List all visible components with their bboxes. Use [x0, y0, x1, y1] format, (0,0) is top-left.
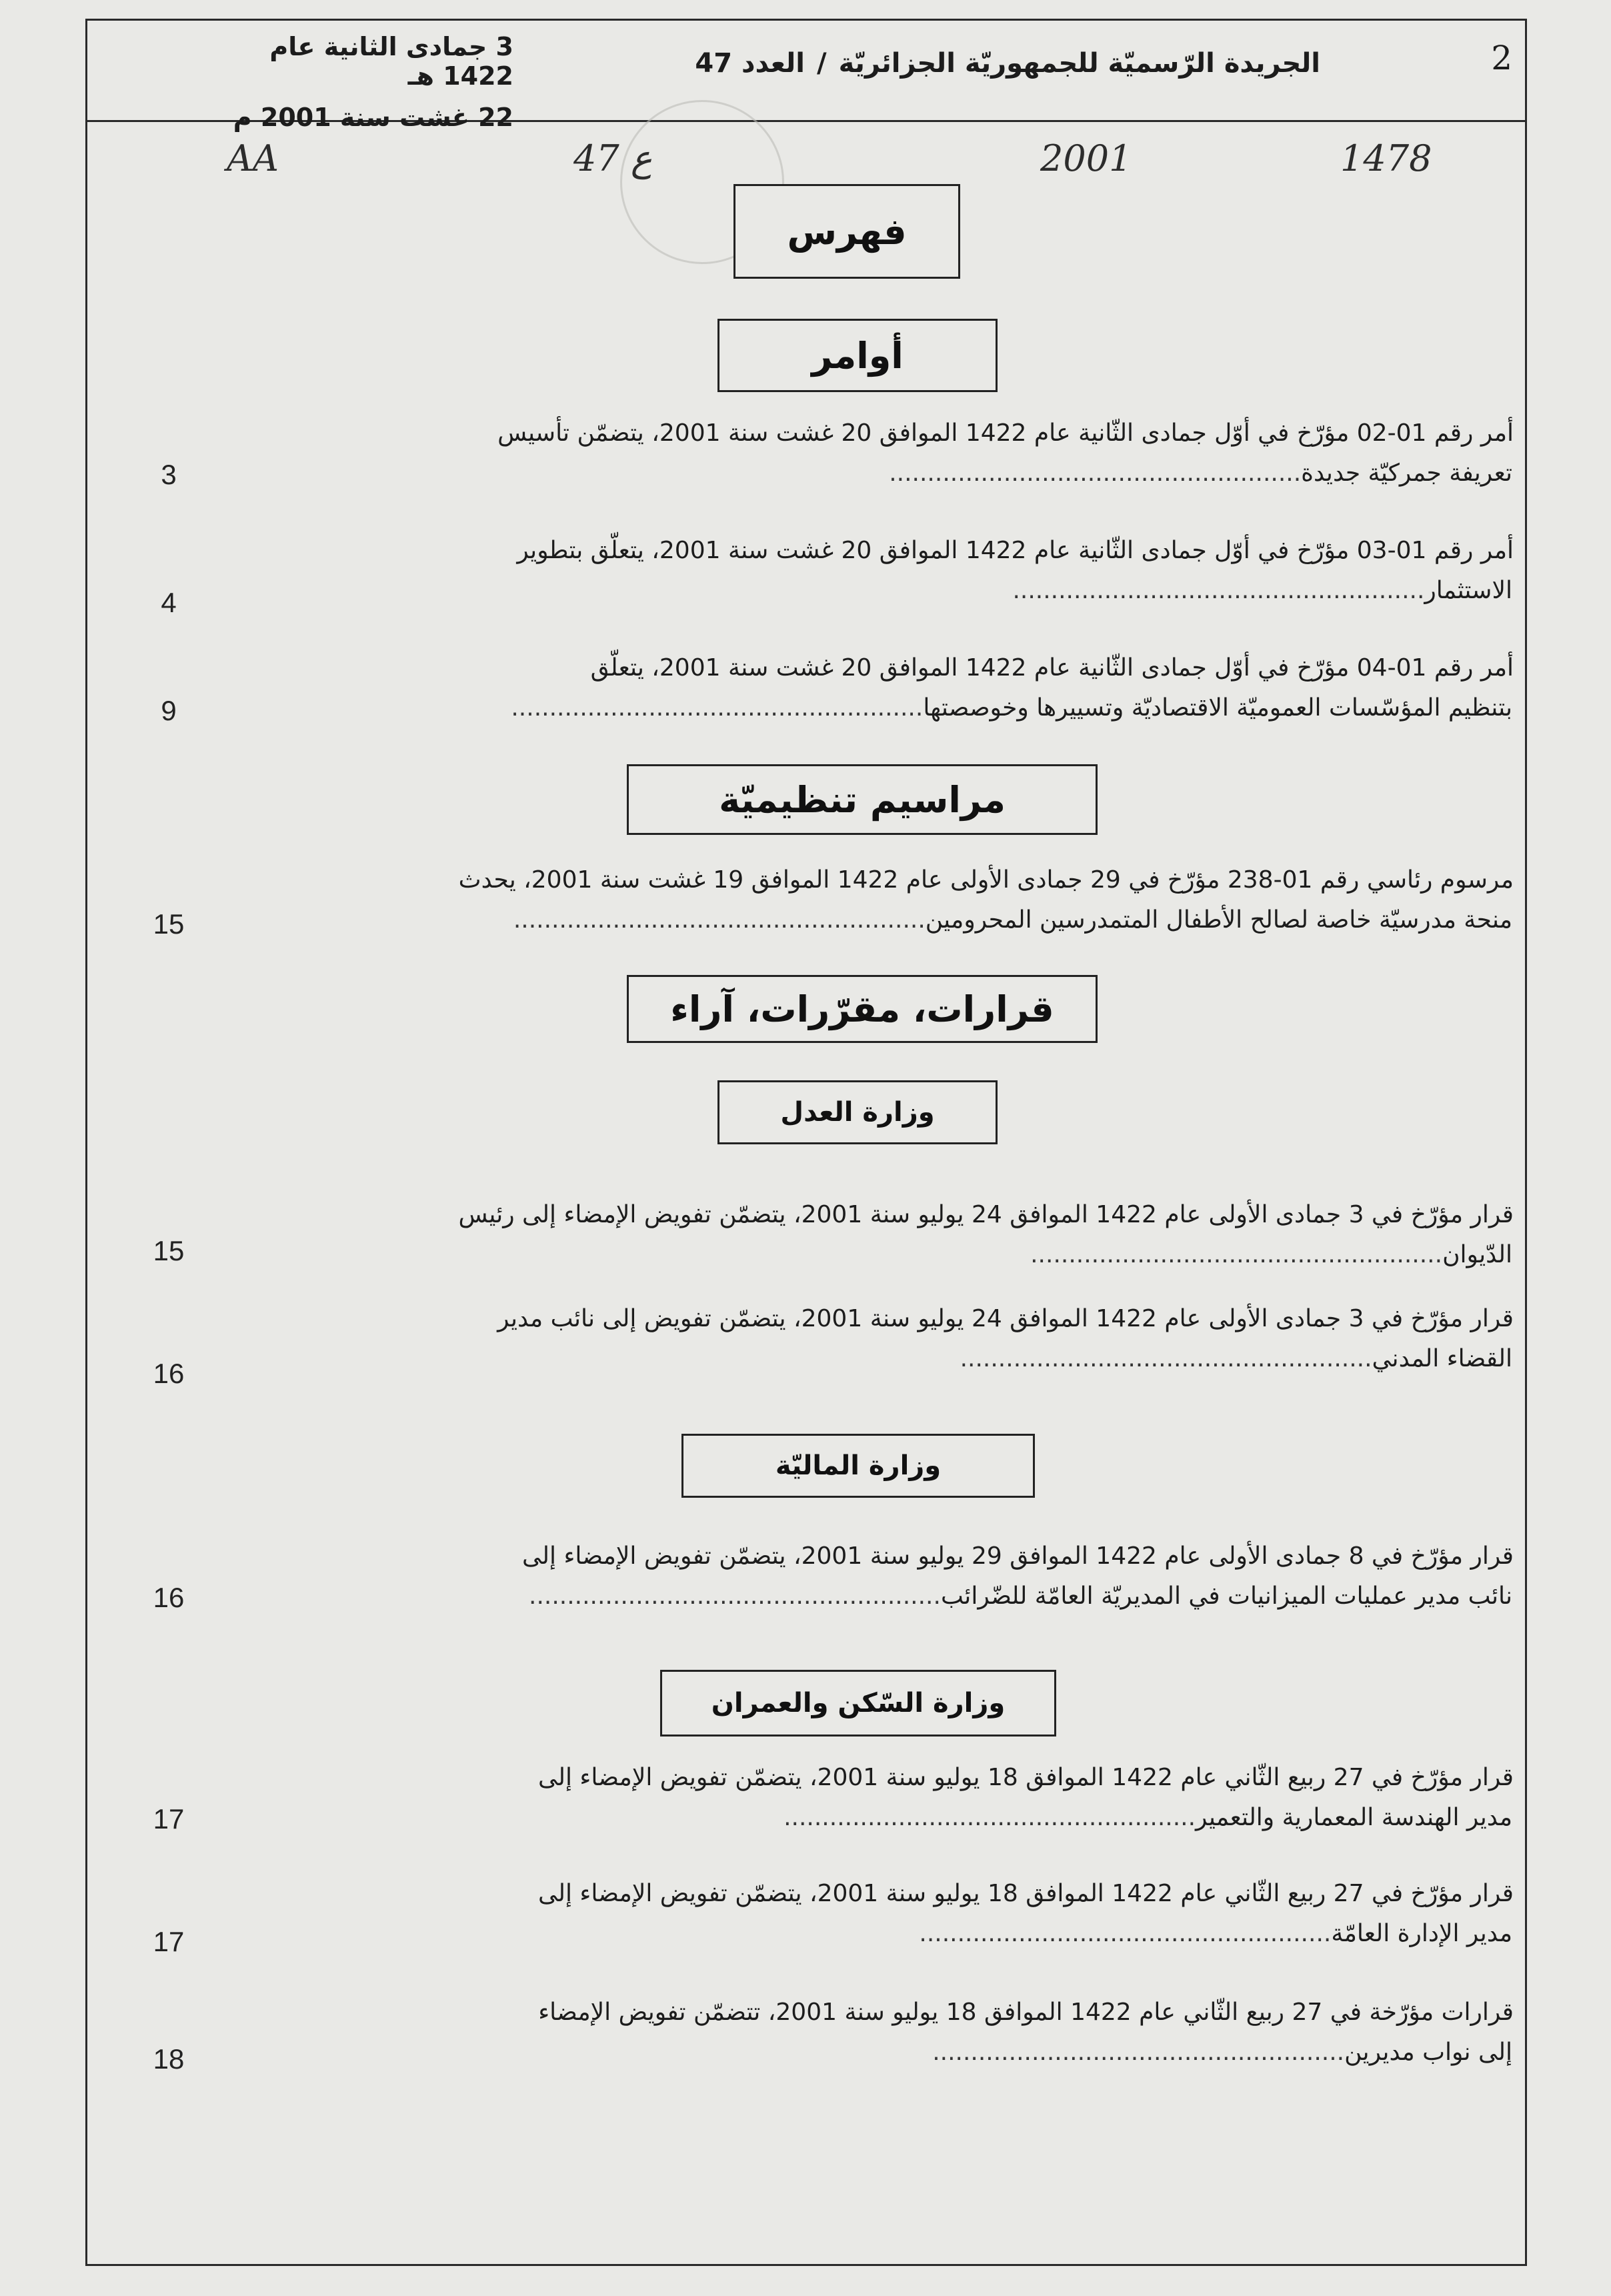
- section-decisions: قرارات، مقرّرات، آراء: [627, 975, 1098, 1043]
- entry-title: مرسوم رئاسي رقم 01-238 مؤرّخ في 29 جمادى الأولى عام 1422 الموافق 19 غشت سنة 2001، يحدث: [458, 866, 1514, 894]
- toc-entry[interactable]: [207, 1758, 1514, 1838]
- toc-entry[interactable]: [207, 413, 1514, 493]
- entry-subtitle: مدير الإدارة العامّة: [1331, 1920, 1512, 1947]
- ministry-finance: وزارة الماليّة: [681, 1434, 1035, 1498]
- section-decrees: مراسيم تنظيميّة: [627, 764, 1098, 835]
- entry-title: قرار مؤرّخ في 3 جمادى الأولى عام 1422 الموافق 24 يوليو سنة 2001، يتضمّن تفويض إلى نائب مدير: [497, 1305, 1514, 1332]
- entry-subtitle: القضاء المدني: [1372, 1345, 1512, 1372]
- entry-subtitle: إلى نواب مديرين: [1344, 2039, 1512, 2066]
- toc-entry[interactable]: [207, 1299, 1514, 1379]
- entry-title: قرار مؤرّخ في 8 جمادى الأولى عام 1422 الموافق 29 يوليو سنة 2001، يتضمّن تفويض الإمضاء إلى: [522, 1542, 1514, 1570]
- hijri-date: 3 جمادى الثانية عام 1422 هـ: [269, 32, 513, 91]
- entry-title: أمر رقم 01-02 مؤرّخ في أوّل جمادى الثّانية عام 1422 الموافق 20 غشت سنة 2001، يتضمّن تأسيس: [497, 419, 1514, 447]
- entry-page-number: 15: [153, 908, 185, 940]
- issue-number: العدد 47: [695, 48, 805, 79]
- entry-title: قرار مؤرّخ في 27 ربيع الثّاني عام 1422 الموافق 18 يوليو سنة 2001، يتضمّن تفويض الإمضاء إلى: [538, 1764, 1514, 1791]
- handwritten-note-left: AA: [227, 137, 279, 179]
- leader-dots: ......................................................: [932, 2039, 1345, 2066]
- entry-page-number: 16: [153, 1358, 185, 1389]
- journal-title: الجريدة الرّسميّة للجمهوريّة الجزائريّة: [838, 48, 1320, 79]
- entry-title: قرارات مؤرّخة في 27 ربيع الثّاني عام 1422 الموافق 18 يوليو سنة 2001، تتضمّن تفويض الإمضاء: [538, 1999, 1514, 2026]
- entry-subtitle: الدّيوان: [1442, 1241, 1512, 1268]
- leader-dots: ......................................................: [919, 1920, 1332, 1947]
- entry-page-number: 4: [161, 587, 177, 618]
- header-separator: /: [816, 48, 827, 79]
- ministry-justice: وزارة العدل: [717, 1080, 998, 1144]
- entry-subtitle: مدير الهندسة المعمارية والتعمير: [1196, 1804, 1512, 1831]
- page-number: 2: [1491, 39, 1512, 77]
- leader-dots: ......................................................: [1012, 577, 1425, 604]
- ministry-housing: وزارة السّكن والعمران: [660, 1670, 1056, 1737]
- entry-title: أمر رقم 01-03 مؤرّخ في أوّل جمادى الثّانية عام 1422 الموافق 20 غشت سنة 2001، يتعلّق بتطوير: [517, 537, 1514, 564]
- entry-subtitle: نائب مدير عمليات الميزانيات في المديريّة العامّة للضّرائب: [940, 1582, 1512, 1610]
- entry-page-number: 17: [153, 1803, 185, 1835]
- header-date: [200, 32, 513, 144]
- toc-entry[interactable]: [207, 531, 1514, 611]
- toc-entry[interactable]: [207, 1993, 1514, 2073]
- handwritten-note-right: 1478: [1340, 137, 1432, 179]
- entry-page-number: 15: [153, 1235, 185, 1266]
- entry-page-number: 3: [161, 459, 177, 490]
- toc-entry[interactable]: [207, 648, 1514, 728]
- entry-page-number: 9: [161, 695, 177, 726]
- entry-subtitle: الاستثمار: [1424, 577, 1512, 604]
- entry-page-number: 17: [153, 1926, 185, 1957]
- entry-subtitle: تعريفة جمركيّة جديدة: [1301, 459, 1512, 487]
- gregorian-date: 22 غشت سنة 2001 م: [233, 103, 513, 132]
- leader-dots: ......................................................: [513, 906, 926, 934]
- handwritten-note-center: ع 47: [573, 137, 653, 179]
- entry-title: قرار مؤرّخ في 3 جمادى الأولى عام 1422 الموافق 24 يوليو سنة 2001، يتضمّن تفويض الإمضاء إلى رئيس: [458, 1201, 1514, 1228]
- leader-dots: ......................................................: [783, 1804, 1196, 1831]
- entry-title: أمر رقم 01-04 مؤرّخ في أوّل جمادى الثّانية عام 1422 الموافق 20 غشت سنة 2001، يتعلّق: [590, 654, 1514, 682]
- leader-dots: ......................................................: [960, 1345, 1372, 1372]
- leader-dots: ......................................................: [889, 459, 1302, 487]
- journal-header: [633, 48, 1320, 79]
- leader-dots: ......................................................: [529, 1582, 941, 1610]
- toc-entry[interactable]: [207, 1874, 1514, 1954]
- toc-title: فهرس: [733, 184, 960, 279]
- leader-dots: ......................................................: [1030, 1241, 1443, 1268]
- section-orders: أوامر: [717, 319, 998, 392]
- entry-subtitle: منحة مدرسيّة خاصة لصالح الأطفال المتمدرسين المحرومين: [925, 906, 1512, 934]
- toc-entry[interactable]: [207, 1536, 1514, 1616]
- entry-page-number: 16: [153, 1582, 185, 1613]
- handwritten-note-year: 2001: [1040, 137, 1132, 179]
- leader-dots: ......................................................: [511, 694, 924, 722]
- toc-entry[interactable]: [207, 860, 1514, 940]
- entry-subtitle: بتنظيم المؤسّسات العموميّة الاقتصاديّة وتسييرها وخوصصتها: [923, 694, 1512, 722]
- entry-title: قرار مؤرّخ في 27 ربيع الثّاني عام 1422 الموافق 18 يوليو سنة 2001، يتضمّن تفويض الإمضاء إلى: [538, 1880, 1514, 1907]
- toc-entry[interactable]: [207, 1195, 1514, 1275]
- entry-page-number: 18: [153, 2043, 185, 2075]
